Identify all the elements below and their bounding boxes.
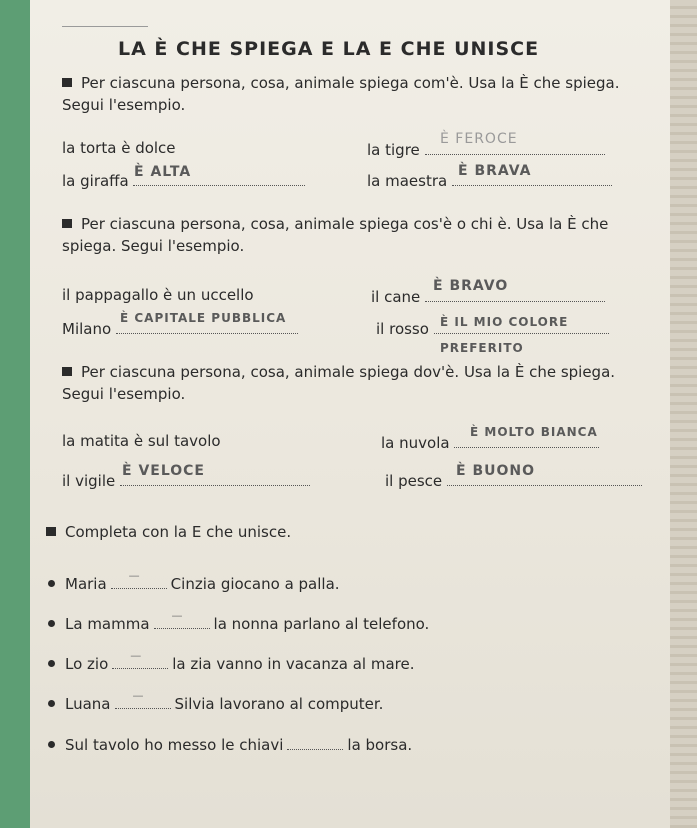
s1-answer-2: È FEROCE bbox=[440, 131, 518, 147]
s4-sentence-1: Maria — Cinzia giocano a palla. bbox=[48, 575, 340, 593]
section-4-instruction: Completa con la E che unisce. bbox=[46, 521, 291, 543]
section-2-instruction: Per ciascuna persona, cosa, animale spiega cos'è o chi è. Usa la È che spiega. Segui l'esempio. bbox=[62, 215, 609, 255]
s3-answer-4: È BUONO bbox=[456, 463, 535, 479]
round-bullet-icon bbox=[48, 700, 55, 707]
answer-blank[interactable]: — bbox=[115, 695, 171, 709]
section-1-instruction: Per ciascuna persona, cosa, animale spiega com'è. Usa la È che spiega. Segui l'esempio. bbox=[62, 74, 620, 114]
square-bullet-icon bbox=[46, 527, 56, 536]
answer-blank[interactable]: — bbox=[154, 615, 210, 629]
s3-item-1: la matita è sul tavolo bbox=[62, 432, 221, 450]
s1-item-1: la torta è dolce bbox=[62, 139, 176, 157]
worksheet-title: LA È CHE SPIEGA E LA E CHE UNISCE bbox=[118, 38, 540, 60]
s2-item-1: il pappagallo è un uccello bbox=[62, 286, 254, 304]
s4-sentence-3: Lo zio — la zia vanno in vacanza al mare. bbox=[48, 655, 414, 673]
s1-item-2: la tigre bbox=[367, 139, 605, 159]
s4-sentence-4: Luana — Silvia lavorano al computer. bbox=[48, 695, 383, 713]
s2-item-3: Milano bbox=[62, 318, 298, 338]
page-stack-edge bbox=[670, 0, 697, 828]
s1-item-3: la giraffa bbox=[62, 170, 305, 190]
answer-blank[interactable]: — bbox=[112, 655, 168, 669]
s1-answer-3: È ALTA bbox=[134, 164, 192, 180]
answer-blank[interactable] bbox=[287, 736, 343, 750]
s3-answer-2: È MOLTO BIANCA bbox=[470, 425, 598, 439]
s3-item-3: il vigile bbox=[62, 470, 310, 490]
section-3-instruction: Per ciascuna persona, cosa, animale spiega dov'è. Usa la È che spiega. Segui l'esempio. bbox=[62, 363, 616, 403]
round-bullet-icon bbox=[48, 580, 55, 587]
round-bullet-icon bbox=[48, 620, 55, 627]
s4-sentence-5: Sul tavolo ho messo le chiavi la borsa. bbox=[48, 736, 412, 754]
s3-item-4: il pesce bbox=[385, 470, 642, 490]
s2-answer-2: È BRAVO bbox=[433, 278, 509, 294]
s2-item-4: il rosso bbox=[376, 318, 609, 338]
square-bullet-icon bbox=[62, 219, 72, 228]
header-line bbox=[62, 26, 148, 27]
s4-sentence-2: La mamma — la nonna parlano al telefono. bbox=[48, 615, 429, 633]
s2-item-2: il cane bbox=[371, 286, 605, 306]
square-bullet-icon bbox=[62, 367, 72, 376]
s3-item-2: la nuvola bbox=[381, 432, 599, 452]
round-bullet-icon bbox=[48, 741, 55, 748]
s1-answer-4: È BRAVA bbox=[458, 163, 532, 179]
square-bullet-icon bbox=[62, 78, 72, 87]
binder-edge bbox=[0, 0, 30, 828]
s3-answer-3: È VELOCE bbox=[122, 463, 205, 479]
s1-item-4: la maestra bbox=[367, 170, 612, 190]
answer-blank[interactable]: — bbox=[111, 575, 167, 589]
s2-answer-3: È CAPITALE PUBBLICA bbox=[120, 311, 287, 325]
s2-answer-4: È IL MIO COLORE PREFERITO bbox=[440, 315, 569, 355]
round-bullet-icon bbox=[48, 660, 55, 667]
